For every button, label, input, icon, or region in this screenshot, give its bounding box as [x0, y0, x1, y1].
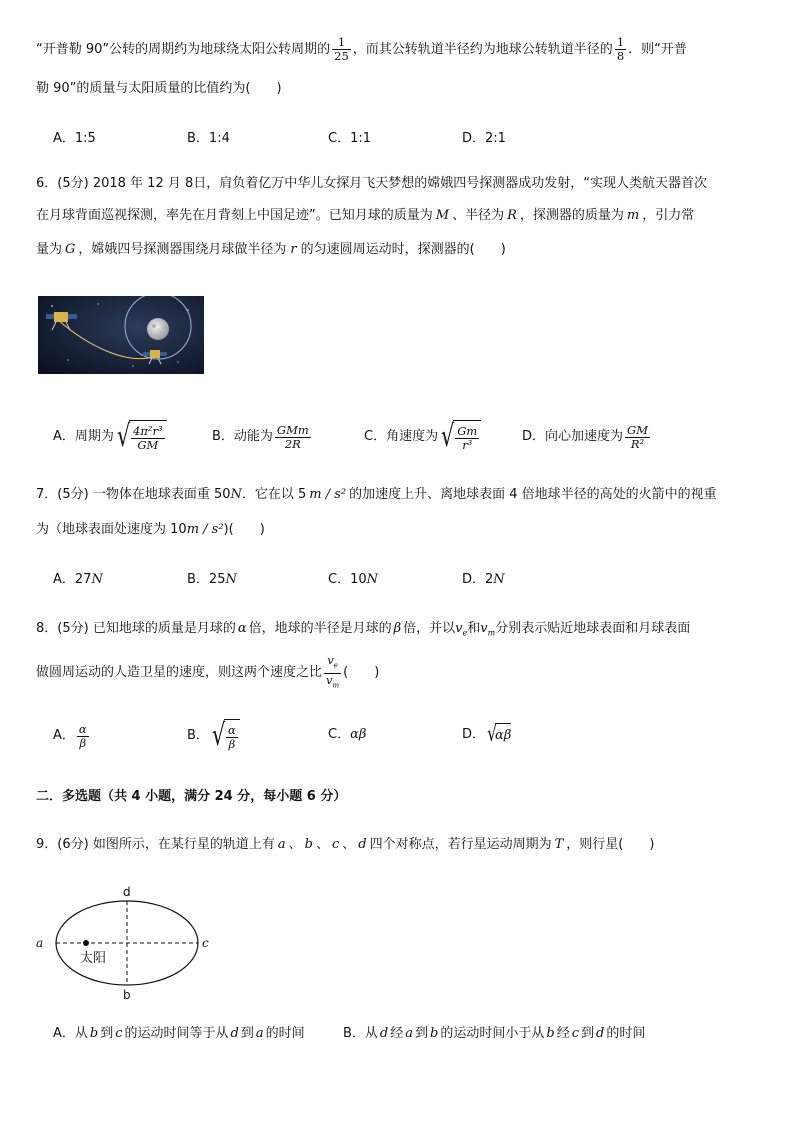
q5-option-b: B．1:4: [187, 131, 230, 146]
q6-line2: 在月球背面巡视探测，率先在月背刻上中国足迹”。已知月球的质量为 M 、半径为 R ，探测器的质量为 m ，引力常: [36, 208, 695, 223]
ratio-fraction: $\frac{v_e}{v_m}$: [326, 653, 340, 689]
q6-option-d: D．向心加速度为 $\frac{GM}{\text{R²}}$: [522, 422, 648, 451]
q5-text: ．则“开普: [628, 42, 687, 57]
q9-line1: 9．(6分) 如图所示，在某行星的轨道上有 a 、 b 、 c 、 d 四个对称点，若行星运动周期为 T ，则行星( ): [36, 837, 655, 852]
fraction-1-8: $\frac{1}{8}$: [616, 35, 625, 63]
sqrt-icon: √ $\frac{\alpha}{\beta}$: [209, 719, 240, 753]
q7-option-b: B．25N: [187, 572, 237, 587]
fraction-1-25: $\frac{1}{25}$: [334, 35, 349, 63]
sqrt-icon: √ αβ: [487, 722, 512, 747]
q8-option-a: A． $\frac{\alpha}{\beta}$: [53, 721, 87, 750]
sun-label: 太阳: [80, 951, 107, 966]
q5-option-a: A．1:5: [53, 131, 96, 146]
point-b-label: b: [123, 988, 131, 1002]
q8-option-d: D． √ αβ: [462, 722, 512, 747]
q7-option-a: A．27N: [53, 572, 103, 587]
point-a-label: a: [36, 936, 44, 950]
q6-line3: 量为 G ，嫦娥四号探测器围绕月球做半径为 r 的匀速圆周运动时，探测器的( ): [36, 242, 506, 257]
section-heading-multiple-choice: 二．多选题（共 4 小题，满分 24 分，每小题 6 分）: [36, 789, 347, 804]
q9-option-a: A．从 b 到 c 的运动时间等于从 d 到 a 的时间: [53, 1026, 305, 1041]
q5-option-c: C．1:1: [328, 131, 371, 146]
point-d-label: d: [123, 885, 131, 899]
q9-option-b: B．从 d 经 a 到 b 的运动时间小于从 b 经 c 到 d 的时间: [343, 1026, 646, 1041]
q7-line1: 7．(5分) 一物体在地球表面重 50N．它在以 5 m / s² 的加速度上升、离地球表面 4 倍地球半径的高处的火箭中的视重: [36, 487, 717, 502]
q5-line2: 勒 90”的质量与太阳质量的比值约为( ): [36, 81, 282, 96]
lunar-probe-image: [38, 296, 204, 374]
q5-text: “开普勒 90”公转的周期约为地球绕太阳公转周期的: [36, 42, 331, 57]
q6-option-b: B．动能为 $\frac{\text{GMm}}{2R}$: [212, 422, 309, 451]
q8-line2: 做圆周运动的人造卫星的速度，则这两个速度之比 $\frac{v_e}{v_m}$ ( ): [36, 657, 379, 689]
point-c-label: c: [202, 936, 209, 950]
q5-option-d: D．2:1: [462, 131, 506, 146]
q6-option-a: A．周期为 √ $\frac{\text{4π²r³}}{GM}$: [53, 417, 167, 457]
q5-line1: [36, 36, 687, 63]
sqrt-icon: √ $\frac{Gm}{\text{r³}}$: [438, 420, 481, 454]
q8-option-c: C．αβ: [328, 727, 367, 742]
sqrt-icon: √ $\frac{\text{4π²r³}}{GM}$: [114, 420, 167, 454]
sun-dot: [83, 940, 89, 946]
q5-text: ，而其公转轨道半径约为地球公转轨道半径的: [352, 42, 613, 57]
q7-option-c: C．10N: [328, 572, 378, 587]
q6-line1: 6．(5分) 2018 年 12 月 8日，肩负着亿万中华儿女探月飞天梦想的嫦娥四号探测器成功发射，“实现人类航天器首次: [36, 176, 707, 191]
q6-option-c: C．角速度为 √ $\frac{Gm}{\text{r³}}$: [364, 417, 481, 457]
q8-line1: 8．(5分) 已知地球的质量是月球的 α 倍，地球的半径是月球的 β 倍，并以$v_e$和$v_m$分别表示贴近地球表面和月球表面: [36, 621, 691, 638]
q8-option-b: B． √ $\frac{\alpha}{\beta}$: [187, 716, 240, 756]
orbit-diagram: [30, 880, 220, 1005]
q7-line2: 为（地球表面处速度为 10m / s²)( ): [36, 522, 265, 537]
q7-option-d: D．2N: [462, 572, 505, 587]
